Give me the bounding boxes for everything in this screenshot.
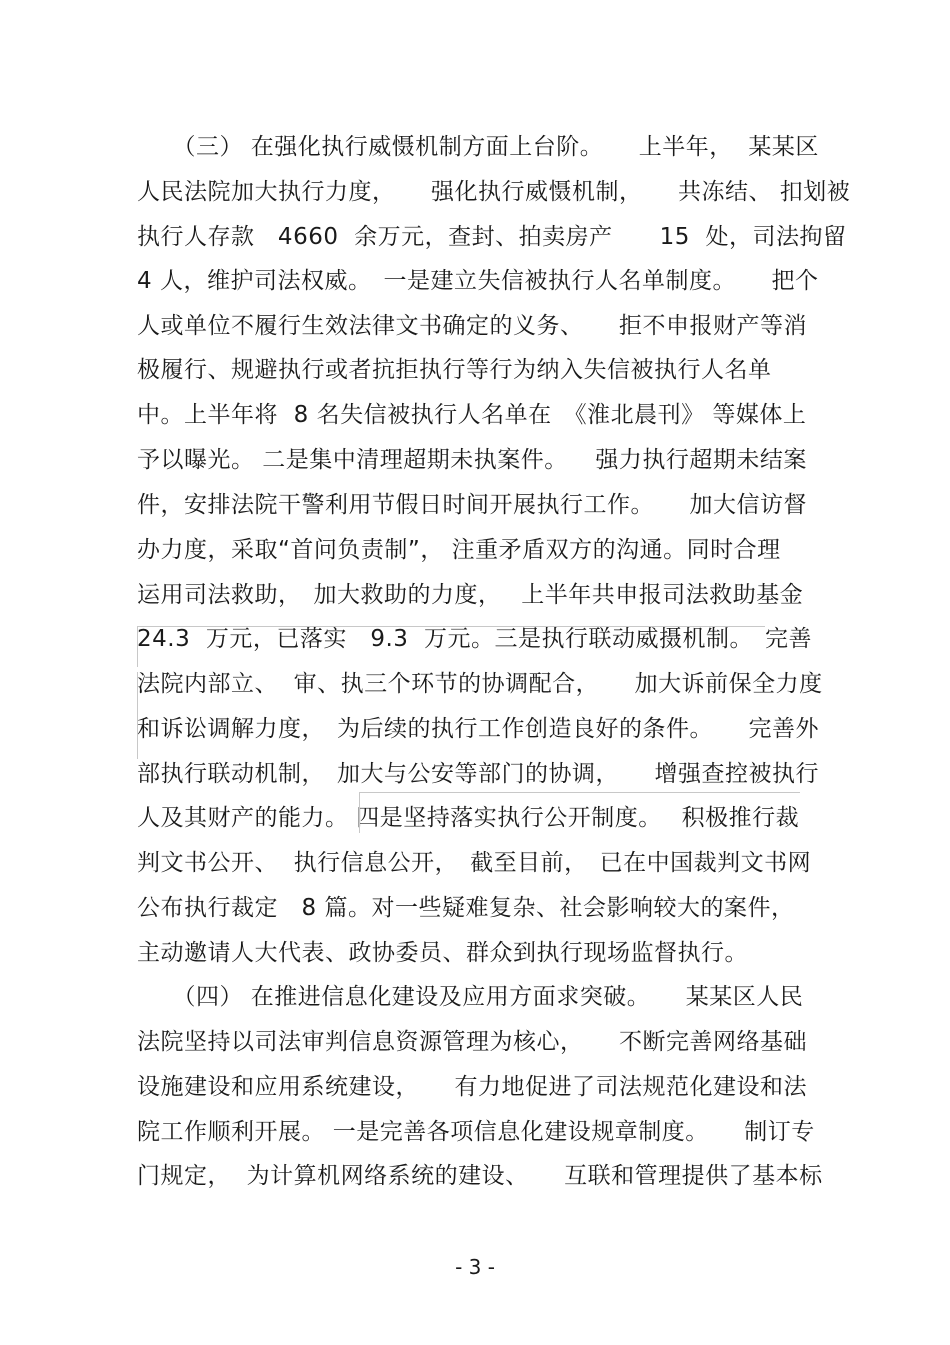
- text-line: 和诉讼调解力度， 为后续的执行工作创造良好的条件。 完善外: [137, 716, 819, 742]
- text-line: （三） 在强化执行威慑机制方面上台阶。 上半年， 某某区: [137, 134, 819, 160]
- text-line: 判文书公开、 执行信息公开， 截至目前， 已在中国裁判文书网: [137, 850, 812, 876]
- text-line: 人或单位不履行生效法律文书确定的义务、 拒不申报财产等消: [137, 313, 807, 339]
- text-line: 人民法院加大执行力度， 强化执行威慑机制， 共冻结、 扣划被: [137, 179, 851, 205]
- text-line: 法院内部立、 审、执三个环节的协调配合， 加大诉前保全力度: [137, 671, 823, 697]
- text-line: 4 人，维护司法权威。 一是建立失信被执行人名单制度。 把个: [137, 268, 819, 294]
- text-line: 院工作顺利开展。 一是完善各项信息化建设规章制度。 制订专: [137, 1119, 815, 1145]
- text-line: （四） 在推进信息化建设及应用方面求突破。 某某区人民: [137, 984, 804, 1010]
- text-line: 公布执行裁定 8 篇。对一些疑难复杂、社会影响较大的案件，: [137, 895, 795, 921]
- text-line: 中。上半年将 8 名失信被执行人名单在 《淮北晨刊》 等媒体上: [137, 402, 807, 428]
- text-line: 件，安排法院干警利用节假日时间开展执行工作。 加大信访督: [137, 492, 807, 518]
- scan-artifact-line: [137, 626, 765, 667]
- page-number: - 3 -: [455, 1255, 495, 1279]
- text-line: 予以曝光。 二是集中清理超期未执案件。 强力执行超期未结案: [137, 447, 807, 473]
- text-line: 24.3 万元，已落实 9.3 万元。三是执行联动威摄机制。 完善: [137, 626, 813, 652]
- text-line: 极履行、规避执行或者抗拒执行等行为纳入失信被执行人名单: [137, 357, 772, 383]
- text-line: 主动邀请人大代表、政协委员、群众到执行现场监督执行。: [137, 940, 748, 966]
- text-line: 执行人存款 4660 余万元，查封、拍卖房产 15 处，司法拘留: [137, 224, 847, 250]
- text-line: 部执行联动机制， 加大与公安等部门的协调， 增强查控被执行: [137, 761, 819, 787]
- scan-artifact-line: [137, 672, 138, 759]
- text-line: 法院坚持以司法审判信息资源管理为核心， 不断完善网络基础: [137, 1029, 807, 1055]
- text-line: 运用司法救助， 加大救助的力度， 上半年共申报司法救助基金: [137, 582, 804, 608]
- scan-artifact-line: [359, 792, 800, 833]
- text-line: 门规定， 为计算机网络系统的建设、 互联和管理提供了基本标: [137, 1163, 823, 1189]
- text-line: 办力度，采取“首问负责制”， 注重矛盾双方的沟通。同时合理: [137, 537, 781, 563]
- text-line: 人及其财产的能力。 四是坚持落实执行公开制度。 积极推行裁: [137, 805, 800, 831]
- text-line: 设施建设和应用系统建设， 有力地促进了司法规范化建设和法: [137, 1074, 807, 1100]
